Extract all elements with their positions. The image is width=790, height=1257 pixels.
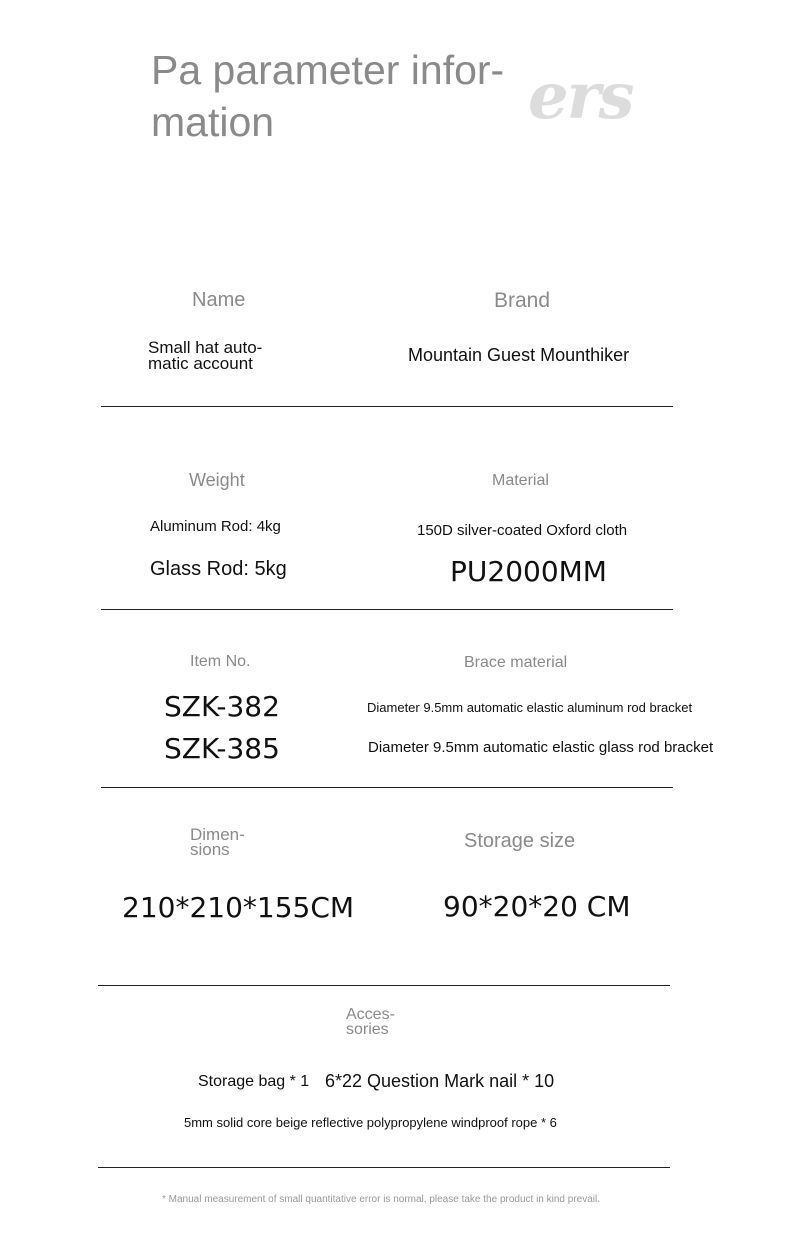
weight-label: Weight xyxy=(189,470,245,490)
brace-material-value-glass: Diameter 9.5mm automatic elastic glass rod bracket xyxy=(368,739,714,756)
page-title-line-1: Pa parameter infor- xyxy=(151,47,505,93)
accessories-label-line-2: sories xyxy=(346,1021,389,1038)
name-value-line-1: Small hat auto- xyxy=(148,338,263,357)
accessory-nails: 6*22 Question Mark nail * 10 xyxy=(325,1071,555,1091)
dimensions-value: 210*210*155CM xyxy=(122,891,355,924)
accessory-windproof-rope: 5mm solid core beige reflective polypropylene windproof rope * 6 xyxy=(184,1115,557,1130)
accessories-label xyxy=(346,1007,395,1037)
weight-value-glass: Glass Rod: 5kg xyxy=(150,558,287,580)
brace-material-value-aluminum: Diameter 9.5mm automatic elastic aluminum rod bracket xyxy=(367,700,693,715)
page-title-line-2: mation xyxy=(151,99,275,145)
dimensions-label-line-2: sions xyxy=(190,840,230,859)
material-value-coating: PU2000MM xyxy=(450,555,607,588)
title-watermark: ers xyxy=(528,59,633,134)
item-no-value-2: SZK-385 xyxy=(164,732,280,765)
brace-material-label: Brace material xyxy=(464,654,568,671)
page-title xyxy=(151,44,531,148)
divider xyxy=(101,406,673,407)
accessory-storage-bag: Storage bag * 1 xyxy=(198,1073,310,1090)
weight-value-aluminum: Aluminum Rod: 4kg xyxy=(150,518,281,535)
item-no-label: Item No. xyxy=(190,653,251,670)
brand-value: Mountain Guest Mounthiker xyxy=(408,345,630,365)
name-label: Name xyxy=(192,289,246,311)
divider xyxy=(101,609,673,610)
storage-size-value: 90*20*20 CM xyxy=(443,890,631,923)
dimensions-label-line-1: Dimen- xyxy=(190,825,245,844)
accessories-label-line-1: Acces- xyxy=(346,1006,395,1023)
storage-size-label: Storage size xyxy=(464,830,576,852)
divider xyxy=(101,787,673,788)
material-label: Material xyxy=(492,472,549,489)
name-value xyxy=(148,340,262,372)
divider xyxy=(98,1167,670,1168)
item-no-value-1: SZK-382 xyxy=(164,690,280,723)
material-value-fabric: 150D silver-coated Oxford cloth xyxy=(417,522,628,539)
brand-label: Brand xyxy=(494,289,551,312)
dimensions-label xyxy=(190,827,245,857)
divider xyxy=(98,985,670,986)
footnote: * Manual measurement of small quantitative error is normal, please take the product in kind prevail. xyxy=(162,1194,600,1205)
name-value-line-2: matic account xyxy=(148,354,253,373)
